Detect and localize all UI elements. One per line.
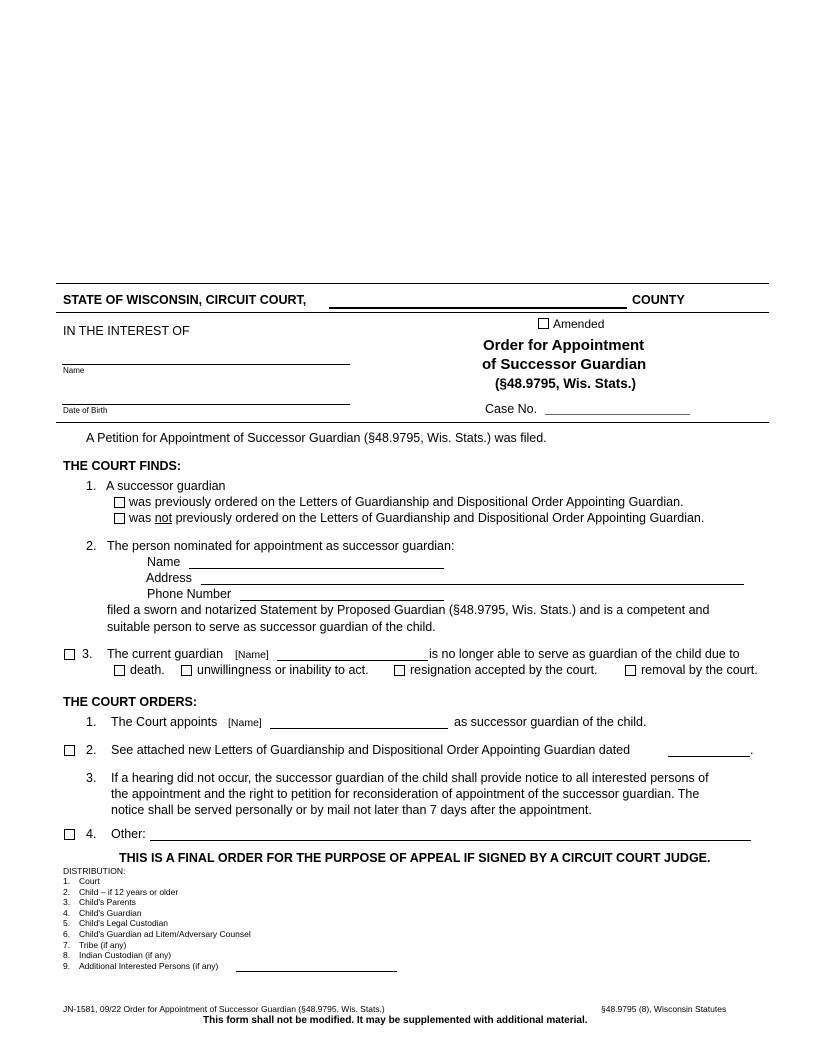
unwilling-label: unwillingness or inability to act. <box>197 663 369 677</box>
order3-line1: If a hearing did not occur, the successor guardian of the child shall provide notice to all interested persons of <box>111 771 709 785</box>
title-line2: of Successor Guardian <box>482 356 647 373</box>
finding3-name-tag: [Name] <box>235 649 269 661</box>
orders-heading: THE COURT ORDERS: <box>63 695 198 709</box>
death-label: death. <box>130 663 165 677</box>
order1-name-tag: [Name] <box>228 717 262 729</box>
nominee-phone-label: Phone Number <box>147 587 232 601</box>
distribution-item: Child's Legal Custodian <box>79 918 169 929</box>
order3-line3: notice shall be served personally or by mail not later than 7 days after the appointment. <box>111 803 592 817</box>
distribution-item: Indian Custodian (if any) <box>79 950 172 961</box>
footer-form-id: JN-1581, 09/22 Order for Appointment of Successor Guardian (§48.9795, Wis. Stats.) <box>63 1004 385 1014</box>
distribution-item-num: 9. <box>63 960 71 971</box>
state-court-label: STATE OF WISCONSIN, CIRCUIT COURT, <box>63 293 307 307</box>
distribution-item-num: 1. <box>63 876 71 886</box>
dob-label: Date of Birth <box>63 406 108 415</box>
finding1-opt-b-post: previously ordered on the Letters of Guardianship and Dispositional Order Appointing Guardian. <box>172 511 705 525</box>
distribution-item-num: 7. <box>63 939 71 950</box>
removal-checkbox[interactable] <box>625 665 636 676</box>
nominee-address-label: Address <box>146 571 192 585</box>
finding1-opt-b-not: not <box>154 511 173 525</box>
finding3-num: 3. <box>82 647 93 661</box>
footer-notice: This form shall not be modified. It may be supplemented with additional material. <box>203 1015 588 1026</box>
distribution-item-num: 8. <box>63 950 71 961</box>
additional-persons-field[interactable] <box>236 971 397 972</box>
in-interest-label: IN THE INTEREST OF <box>63 324 190 338</box>
nominee-address-field[interactable] <box>201 584 744 585</box>
finding3-text-b: is no longer able to serve as guardian of the child due to <box>429 647 740 661</box>
finding1-opt-a-checkbox[interactable] <box>114 497 125 508</box>
distribution-heading: DISTRIBUTION: <box>63 866 126 876</box>
name-label: Name <box>63 366 85 375</box>
order4-text: Other: <box>111 827 146 841</box>
final-order-notice: THIS IS A FINAL ORDER FOR THE PURPOSE OF APPEAL IF SIGNED BY A CIRCUIT COURT JUDGE. <box>119 851 711 865</box>
death-checkbox[interactable] <box>114 665 125 676</box>
distribution-item: Tribe (if any) <box>79 939 127 950</box>
distribution-item-num: 2. <box>63 886 71 897</box>
distribution-item: Child's Guardian ad Litem/Adversary Counsel <box>79 929 251 939</box>
order3-num: 3. <box>86 771 97 785</box>
distribution-item-num: 5. <box>63 918 71 929</box>
finding1-opt-b <box>129 511 704 525</box>
finding1-opt-b-checkbox[interactable] <box>114 513 125 524</box>
order1-num: 1. <box>86 715 97 729</box>
order3-line2: the appointment and the right to petition for reconsideration of appointment of the successor guardian. The <box>111 787 700 801</box>
nominee-name-field[interactable] <box>189 568 444 569</box>
nominee-name-label: Name <box>147 555 181 569</box>
distribution-item-num: 3. <box>63 897 71 908</box>
dob-field[interactable] <box>62 404 350 405</box>
distribution-item: Child's Guardian <box>79 907 142 918</box>
finding2-line2: suitable person to serve as successor guardian of the child. <box>107 620 436 634</box>
distribution-item-num: 6. <box>63 929 71 939</box>
amended-label: Amended <box>553 317 605 331</box>
distribution-item: Child's Parents <box>79 897 136 908</box>
current-guardian-field[interactable] <box>277 660 428 661</box>
county-label: COUNTY <box>632 293 685 307</box>
order4-checkbox[interactable] <box>64 829 75 840</box>
finding3-checkbox[interactable] <box>64 649 75 660</box>
finding3-text-a: The current guardian <box>107 647 224 661</box>
distribution-item: Additional Interested Persons (if any) <box>79 960 219 971</box>
order2-num: 2. <box>86 743 97 757</box>
removal-label: removal by the court. <box>641 663 758 677</box>
successor-name-field[interactable] <box>270 728 448 729</box>
order2-checkbox[interactable] <box>64 745 75 756</box>
finding1-opt-a: was previously ordered on the Letters of Guardianship and Dispositional Order Appointing Guardian. <box>129 495 684 509</box>
title-line1: Order for Appointment <box>483 337 645 354</box>
order4-num: 4. <box>86 827 97 841</box>
other-field[interactable] <box>150 840 751 841</box>
header-rule <box>56 312 769 313</box>
nominee-phone-field[interactable] <box>240 600 444 601</box>
order1-text-b: as successor guardian of the child. <box>454 715 647 729</box>
finding2-text: The person nominated for appointment as successor guardian: <box>107 539 455 553</box>
distribution-item-num: 4. <box>63 907 71 918</box>
finding1-num: 1. <box>86 479 97 493</box>
distribution-item: Child – if 12 years or older <box>79 886 179 897</box>
resignation-label: resignation accepted by the court. <box>410 663 598 677</box>
distribution-item: Court <box>79 876 100 886</box>
order2-period: . <box>750 743 754 757</box>
top-rule <box>56 283 769 284</box>
intro-text: A Petition for Appointment of Successor Guardian (§48.9795, Wis. Stats.) was filed. <box>86 431 547 445</box>
case-no-label: Case No. <box>485 402 538 416</box>
child-name-field[interactable] <box>62 364 350 365</box>
finding2-line1: filed a sworn and notarized Statement by Proposed Guardian (§48.9795, Wis. Stats.) and is a competent and <box>107 603 710 617</box>
letters-date-field[interactable] <box>668 756 750 757</box>
resignation-checkbox[interactable] <box>394 665 405 676</box>
finding1-opt-b-pre: was <box>129 511 155 525</box>
county-field[interactable] <box>329 307 627 309</box>
finding1-text: A successor guardian <box>106 479 226 493</box>
footer-statute: §48.9795 (8), Wisconsin Statutes <box>601 1004 727 1014</box>
order2-text: See attached new Letters of Guardianship and Dispositional Order Appointing Guardian dated <box>111 743 631 757</box>
case-no-field[interactable] <box>545 414 690 415</box>
title-line3: (§48.9795, Wis. Stats.) <box>495 376 636 391</box>
finding2-num: 2. <box>86 539 97 553</box>
unwilling-checkbox[interactable] <box>181 665 192 676</box>
amended-checkbox[interactable] <box>538 318 549 329</box>
caption-rule <box>56 422 769 423</box>
findings-heading: THE COURT FINDS: <box>63 459 182 473</box>
order1-text-a: The Court appoints <box>111 715 218 729</box>
